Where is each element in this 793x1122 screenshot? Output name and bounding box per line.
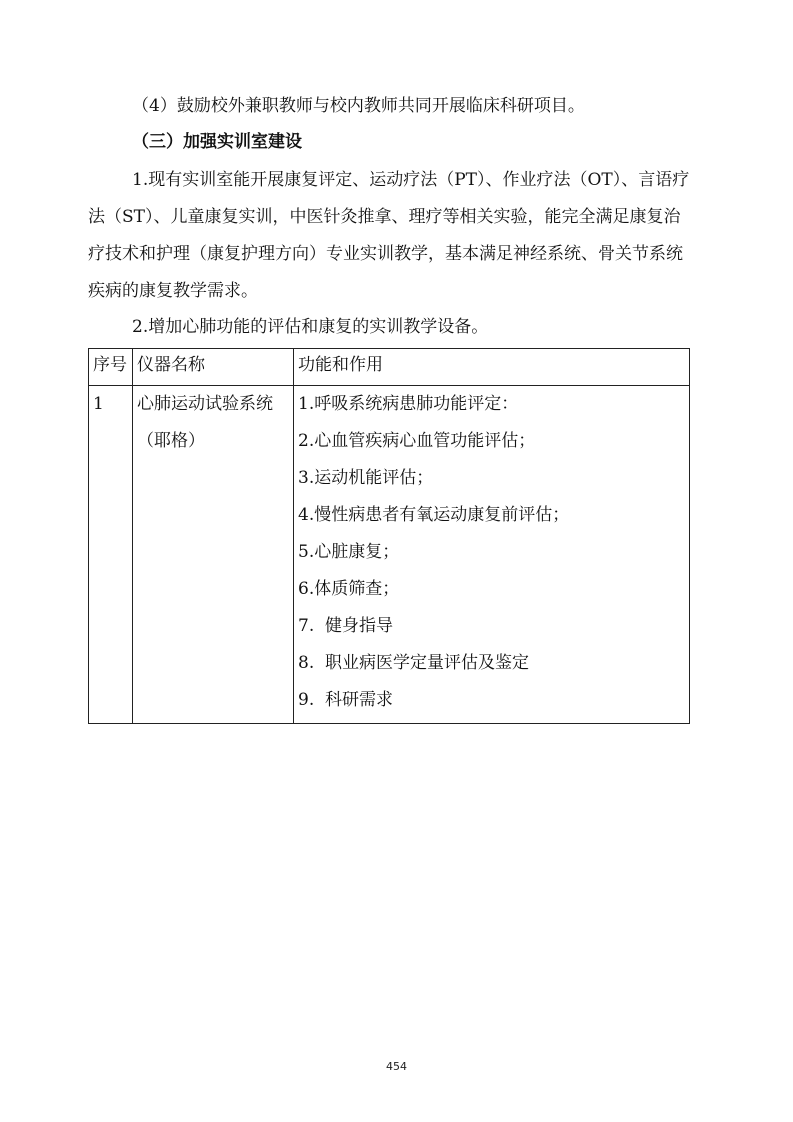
function-list (298, 386, 685, 719)
paragraph-existing-labs: 1.现有实训室能开展康复评定、运动疗法（PT）、作业疗法（OT）、言语疗法（ST）、儿童康复实训，中医针灸推拿、理疗等相关实验，能完全满足康复治疗技术和护理（康复护理方向）专业实训教学，基本满足神经系统、骨关节系统疾病的康复教学需求。 (88, 170, 690, 301)
paragraph-add-equipment: 2.增加心肺功能的评估和康复的实训教学设备。 (132, 317, 489, 337)
function-item: 2.心血管疾病心血管功能评估； (298, 431, 536, 451)
cell-functions (294, 386, 690, 724)
function-item: 1.呼吸系统病患肺功能评定： (298, 394, 519, 414)
function-item: 3.运动机能评估； (298, 468, 434, 488)
cell-instrument-name: 心肺运动试验系统（耶格） (133, 386, 294, 724)
header-index: 序号 (89, 349, 133, 386)
section-heading: （三）加强实训室建设 (132, 132, 302, 152)
function-item: 7. 健身指导 (298, 616, 394, 636)
function-item: 6.体质筛查； (298, 579, 400, 599)
function-item: 8. 职业病医学定量评估及鉴定 (298, 653, 530, 673)
function-item: 5.心脏康复； (298, 542, 400, 562)
page-number: 454 (386, 1060, 407, 1073)
paragraph-encourage-research: （4）鼓励校外兼职教师与校内教师共同开展临床科研项目。 (132, 96, 585, 116)
table-row (89, 386, 690, 724)
function-item: 9. 科研需求 (298, 690, 394, 710)
header-instrument-name: 仪器名称 (133, 349, 294, 386)
table-header-row (89, 349, 690, 386)
function-item: 4.慢性病患者有氧运动康复前评估； (298, 505, 570, 525)
cell-index: 1 (89, 386, 133, 724)
equipment-table (88, 348, 690, 724)
header-functions: 功能和作用 (294, 349, 690, 386)
